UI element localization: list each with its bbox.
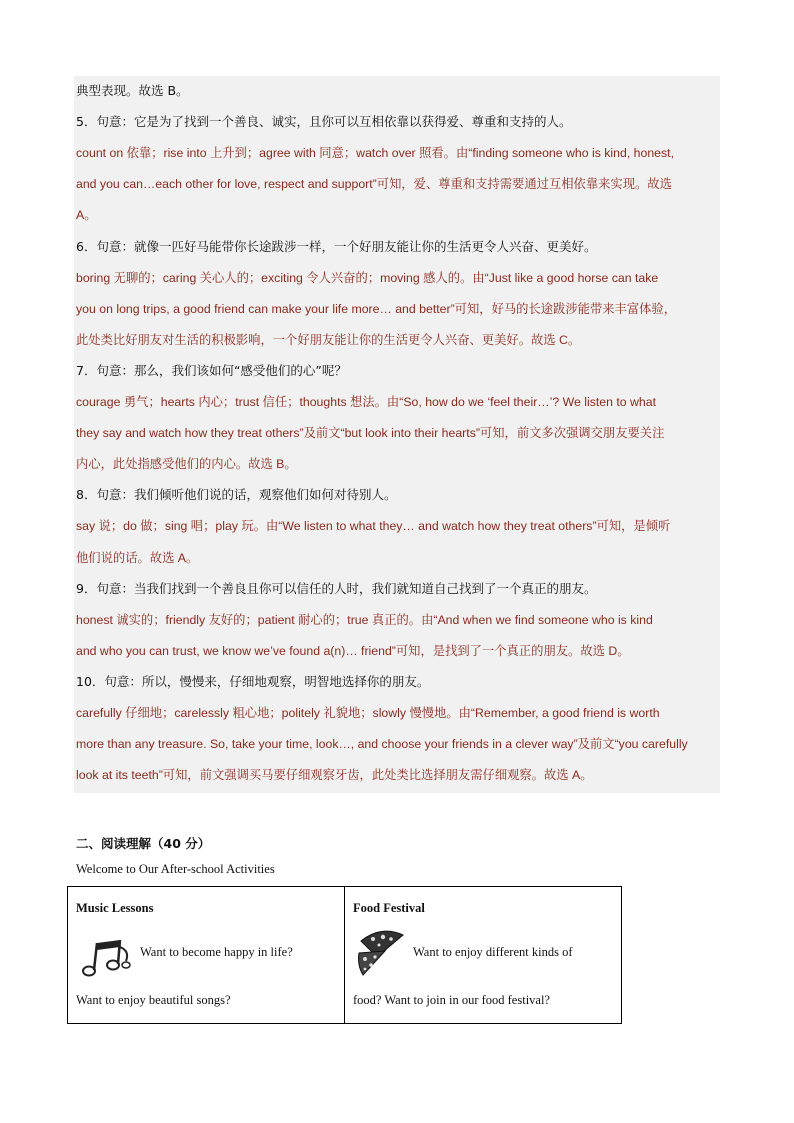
explanation-line: courage 勇气；hearts 内心；trust 信任；thoughts 想法。由“So, how do we ‘feel their…’? We listen to what: [76, 395, 656, 409]
section-title: 二、阅读理解（40 分）: [76, 836, 211, 851]
activities-table: [67, 886, 622, 1024]
music-notes-icon: [80, 937, 140, 979]
explanation-line: and who you can trust, we know we’ve found a(n)… friend”可知，是找到了一个真正的朋友。故选 D。: [76, 643, 630, 658]
activity-line: Want to enjoy beautiful songs?: [76, 993, 231, 1007]
explanation-line: you on long trips, a good friend can make your life more… and better”可知，好马的长途跋涉能带来丰富体验，: [76, 301, 677, 316]
explanation-line: 5．句意：它是为了找到一个善良、诚实，且你可以互相依靠以获得爱、尊重和支持的人。: [76, 114, 572, 130]
activity-cell-music: [68, 887, 345, 1024]
explanation-line: 8．句意：我们倾听他们说的话，观察他们如何对待别人。: [76, 487, 397, 503]
activity-line: Want to enjoy different kinds of: [413, 945, 573, 959]
activity-cell-food: [345, 887, 622, 1024]
pizza-icon: [355, 927, 411, 983]
explanation-line: and you can…each other for love, respect and support”可知，爱、尊重和支持需要通过互相依靠来实现。故选: [76, 177, 672, 192]
explanation-line: 此处类比好朋友对生活的积极影响，一个好朋友能让你的生活更令人兴奋、更美好。故选 C。: [76, 332, 581, 347]
explanation-line: they say and watch how they treat others”及前文“but look into their hearts”可知，前文多次强调交朋友要关注: [76, 426, 665, 441]
explanation-line: more than any treasure. So, take your time, look…, and choose your friends in a clever way”及前文“you carefully: [76, 737, 688, 752]
explanation-line: 7．句意：那么，我们该如何“感受他们的心”呢？: [76, 362, 347, 378]
explanation-line: A。: [76, 208, 97, 223]
explanation-line: 6．句意：就像一匹好马能带你长途跋涉一样，一个好朋友能让你的生活更令人兴奋、更美好。: [76, 238, 597, 254]
explanation-line: 内心，此处指感受他们的内心。故选 B。: [76, 457, 297, 472]
explanation-line: 10．句意：所以，慢慢来，仔细地观察，明智地选择你的朋友。: [76, 673, 430, 689]
activity-line: food? Want to join in our food festival?: [353, 993, 550, 1007]
activity-line: Want to become happy in life?: [140, 945, 293, 959]
explanation-line: 典型表现。故选 B。: [76, 83, 189, 98]
explanation-line: carefully 仔细地；carelessly 粗心地；politely 礼貌地；slowly 慢慢地。由“Remember, a good friend is worth: [76, 706, 660, 720]
activity-title: Music Lessons: [76, 901, 154, 915]
section-subtitle: Welcome to Our After-school Activities: [76, 862, 275, 876]
explanation-line: 9．句意：当我们找到一个善良且你可以信任的人时，我们就知道自己找到了一个真正的朋友。: [76, 580, 597, 596]
explanation-line: count on 依靠；rise into 上升到；agree with 同意；watch over 照看。由“finding someone who is kind, honest,: [76, 146, 675, 161]
explanation-line: 他们说的话。故选 A。: [76, 550, 199, 565]
explanation-line: look at its teeth”可知，前文强调买马要仔细观察牙齿，此处类比选择朋友需仔细观察。故选 A。: [76, 768, 593, 783]
explanation-line: honest 诚实的；friendly 友好的；patient 耐心的；true 真正的。由“And when we find someone who is kind: [76, 612, 653, 627]
explanation-line: say 说；do 做；sing 唱；play 玩。由“We listen to what they… and watch how they treat others”可知，是倾听: [76, 519, 671, 534]
explanation-line: boring 无聊的；caring 关心人的；exciting 令人兴奋的；moving 感人的。由“Just like a good horse can take: [76, 270, 659, 285]
activity-title: Food Festival: [353, 901, 425, 915]
